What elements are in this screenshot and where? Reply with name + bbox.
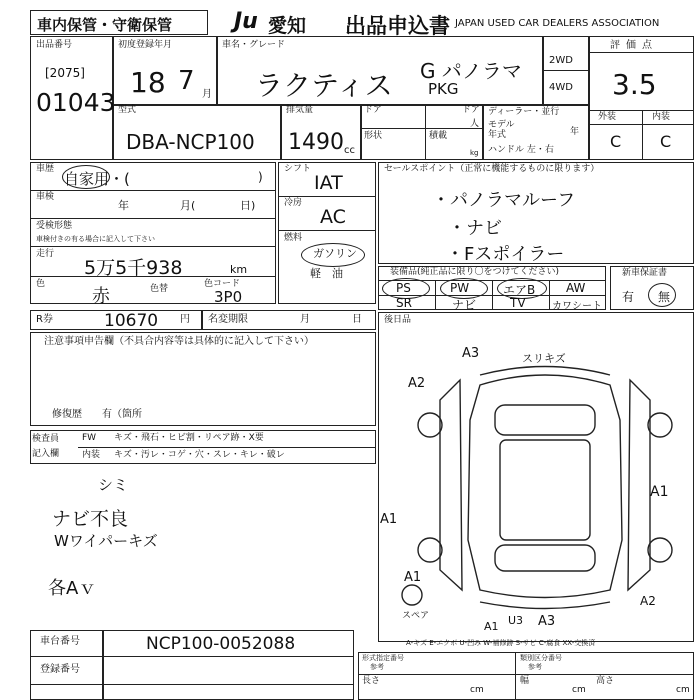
dealer-year-label: 年式: [488, 130, 507, 140]
car-name: ラクティス: [255, 69, 393, 102]
first-reg-label: 初度登録年月: [118, 40, 173, 50]
load-unit: kg: [470, 149, 479, 157]
class-number-label: 類別区分番号: [520, 654, 562, 662]
displacement-unit: cc: [344, 145, 355, 156]
car-grade-package: PKG: [428, 80, 459, 98]
checker-label: 検査員: [32, 434, 60, 444]
mileage-label: 走行: [36, 249, 55, 259]
repair-history: 修復歴 有（箇所: [52, 409, 142, 420]
checker-interior-tag: 内装: [82, 450, 101, 460]
history-label: 車歴: [36, 164, 55, 174]
right-side: [628, 380, 650, 590]
left-side: [440, 380, 462, 590]
rating-label: 評価点: [610, 40, 658, 51]
cooler-label: 冷房: [284, 198, 303, 208]
selling-point-1: ・パノラマルーフ: [432, 190, 576, 211]
lot-bracket-number: [2075]: [45, 66, 85, 80]
warranty-yes: 有: [622, 290, 635, 304]
dim-length-label: 長さ: [362, 676, 381, 686]
dim-length-unit: cm: [470, 685, 484, 695]
drive-2wd: 2WD: [549, 55, 573, 66]
color-code: 3P0: [214, 288, 243, 306]
damage-mark-a1-right: A1: [650, 484, 669, 500]
chassis-number: NCP100-0052088: [146, 634, 296, 654]
seats-unit: 人: [470, 119, 480, 129]
damage-mark-a1-bottom: A1: [484, 620, 499, 633]
shift-value: IAT: [314, 172, 343, 194]
model-code: DBA-NCP100: [126, 130, 255, 154]
dealer-label: ディーラー・並行: [488, 107, 560, 117]
warranty-no-circle: [648, 283, 676, 307]
first-reg-month: 7: [178, 66, 195, 96]
notes-label: 注意事項申告欄（不具合内容等は具体的に記入して下さい）: [44, 336, 314, 347]
org-name: 愛知: [268, 15, 307, 37]
damage-mark-a2-left: A2: [408, 376, 426, 391]
class-number-ref: 参考: [528, 663, 542, 671]
wheel-front-left: [418, 413, 442, 437]
selling-point-3: ・Fスポイラー: [446, 244, 565, 265]
damage-mark-a1-rear: A1: [404, 570, 422, 585]
dealer-model-label: モデル: [488, 120, 515, 130]
checker-label-2: 記入欄: [32, 449, 60, 459]
rear-window: [495, 545, 595, 571]
recycle-label: R券: [36, 314, 53, 325]
fuel-diesel: 軽 油: [310, 267, 343, 280]
windshield: [495, 405, 595, 435]
checker-interior-items: キズ・汚レ・コゲ・穴・スレ・キレ・破レ: [114, 450, 285, 460]
mileage-value: 5万5千938: [84, 257, 183, 279]
displacement-label: 排気量: [286, 105, 314, 115]
equipment-tv: TV: [510, 296, 526, 310]
name-grade-label: 車名・グレード: [222, 40, 286, 50]
damage-mark-a3-front: A3: [462, 346, 480, 361]
note-each-av: 各Aｖ: [48, 578, 97, 599]
rating-exterior: C: [610, 132, 622, 151]
doors-label: ドア: [364, 105, 382, 115]
color-code-label: 色コード: [204, 279, 241, 289]
equipment-ps: PS: [396, 281, 411, 295]
damage-mark-scratch: スリキズ: [522, 352, 566, 365]
inspection-year: 年: [118, 199, 129, 212]
accept-label: 受検形態: [36, 221, 73, 231]
history-close-paren: ): [258, 170, 263, 184]
cooler-value: AC: [320, 206, 346, 228]
color-label: 色: [36, 279, 46, 289]
inspection-label: 車検: [36, 192, 55, 202]
fuel-gasoline: ガソリン: [313, 247, 357, 260]
spare-tire: [402, 585, 422, 605]
first-reg-month-unit: 月: [202, 89, 212, 100]
warranty-label: 新車保証書: [622, 268, 668, 278]
dim-width-label: 幅: [520, 676, 530, 686]
name-change-label: 名変期限: [208, 314, 248, 325]
form-designation-label: 形式指定番号: [362, 654, 404, 662]
inspection-day: 日): [240, 199, 256, 212]
fuel-gasoline-circle: [301, 243, 365, 267]
equipment-pw: PW: [450, 281, 470, 295]
recycle-value: 10670: [104, 311, 159, 331]
after-days-label: 後日品: [384, 315, 412, 325]
selling-points-label: セールスポイント（正常に機能するものに限ります）: [384, 164, 600, 174]
dealer-year-unit: 年: [570, 127, 580, 137]
shape-label: 形状: [364, 131, 383, 141]
note-stain: シミ: [98, 476, 129, 494]
roof: [500, 440, 590, 540]
rating-interior: C: [660, 132, 672, 151]
wheel-rear-left: [418, 538, 442, 562]
handle-label: ハンドル 左・右: [488, 145, 554, 155]
wheel-rear-right: [648, 538, 672, 562]
model-label: 型式: [118, 105, 137, 115]
fuel-label: 燃料: [284, 233, 303, 243]
color-value: 赤: [92, 286, 110, 307]
color-change-label: 色替: [150, 284, 169, 294]
spare-label: スペア: [402, 611, 430, 621]
checker-fw-items: キズ・飛石・ヒビ割・リペア跡・X要: [114, 433, 264, 443]
damage-legend: A-キズ E-エクボ U-凹み W-補修跡 S-サビ C-腐食 XX-交換済: [406, 639, 596, 647]
lot-number: 01043: [36, 88, 116, 117]
mileage-unit: km: [230, 263, 248, 276]
displacement-value: 1490: [288, 130, 344, 155]
form-designation-ref: 参考: [370, 663, 384, 671]
dim-height-label: 高さ: [596, 676, 615, 686]
rating-exterior-label: 外装: [598, 112, 617, 122]
damage-mark-u3: U3: [508, 614, 524, 627]
checker-fw-tag: FW: [82, 433, 97, 443]
shift-label: シフト: [284, 164, 312, 174]
load-label: 積載: [429, 131, 448, 141]
rating-score: 3.5: [612, 68, 657, 101]
equipment-navi: ナビ: [452, 298, 477, 312]
storage-label: 車内保管・守衛保管: [37, 16, 173, 34]
damage-mark-a1-left: A1: [380, 512, 398, 527]
form-title: 出品申込書: [345, 14, 450, 38]
car-grade: G パノラマ: [420, 59, 522, 83]
equipment-aw: AW: [566, 281, 586, 295]
first-reg-year: 18: [130, 66, 166, 99]
selling-point-2: ・ナビ: [448, 218, 502, 239]
doors-unit: ドア: [462, 105, 480, 115]
drive-4wd: 4WD: [549, 82, 573, 93]
name-change-day: 日: [352, 314, 362, 325]
name-change-month: 月: [300, 314, 310, 325]
equipment-airbag: エアB: [503, 283, 536, 297]
dim-height-unit: cm: [676, 685, 690, 695]
damage-mark-a2-right: A2: [640, 594, 656, 608]
registration-label: 登録番号: [40, 664, 80, 675]
lot-label: 出品番号: [36, 40, 73, 50]
rating-interior-label: 内装: [652, 112, 671, 122]
history-circle: [62, 165, 110, 189]
wheel-front-right: [648, 413, 672, 437]
car-damage-diagram: [400, 340, 690, 630]
inspection-month: 月(: [180, 199, 196, 212]
chassis-label: 車台番号: [40, 636, 80, 647]
front-bumper: [480, 367, 610, 376]
logo-mark: Ju: [234, 9, 258, 34]
history-value: 自家用・(: [64, 170, 130, 188]
equipment-leather-seat: カワシート: [552, 301, 602, 312]
rear-bumper: [480, 602, 610, 609]
warranty-no: 無: [658, 290, 671, 304]
equipment-label: 装備品(純正品に限り〇をつけてください): [390, 267, 560, 277]
english-title: JAPAN USED CAR DEALERS ASSOCIATION: [455, 18, 660, 29]
car-body-outline: [468, 375, 622, 598]
dim-width-unit: cm: [572, 685, 586, 695]
accept-note: 車検付きの有る場合に記入して下さい: [36, 235, 155, 243]
equipment-sr: SR: [396, 296, 412, 310]
note-wiper-scratch: Wワイパーキズ: [54, 532, 158, 550]
recycle-unit: 円: [180, 314, 190, 325]
damage-mark-a3-rear: A3: [538, 614, 556, 629]
note-navi-defect: ナビ不良: [52, 508, 129, 530]
